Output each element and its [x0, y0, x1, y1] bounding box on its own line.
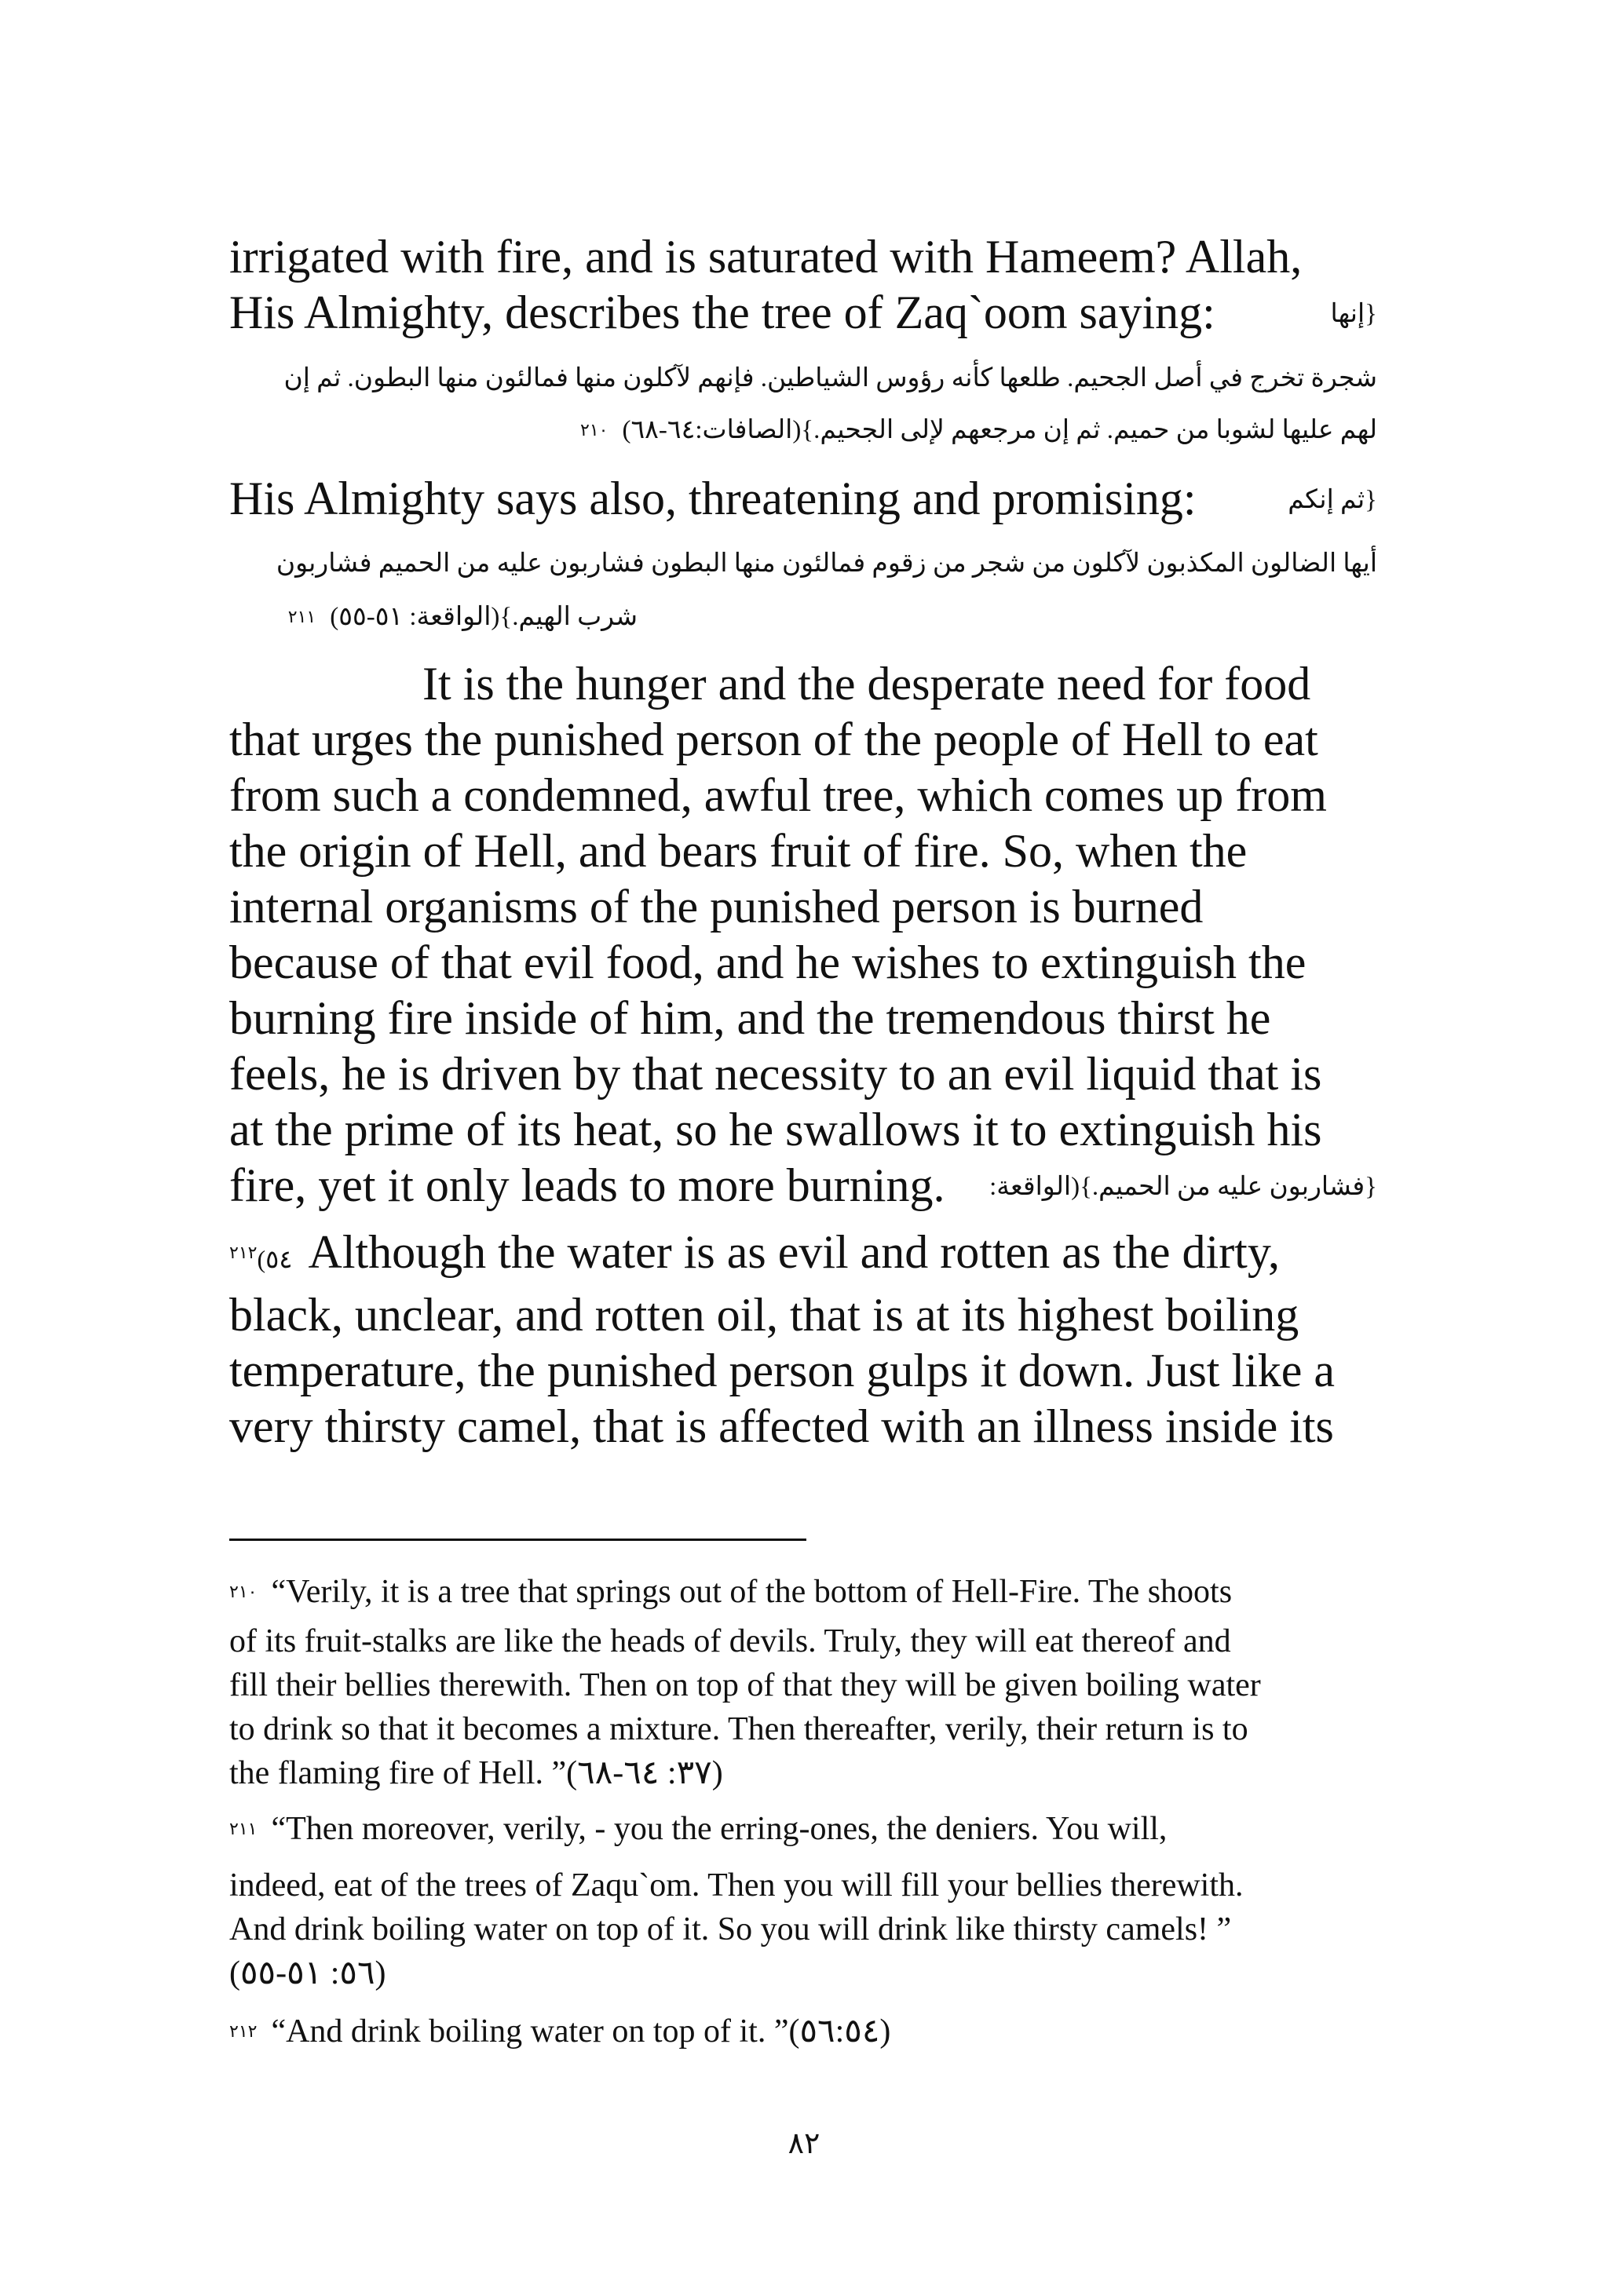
body-line: feels, he is driven by that necessity to an evil liquid that is [229, 1048, 1322, 1100]
quran-quote-text: لهم عليها لشوبا من حميم. ثم إن مرجعهم لإلى الجحيم.}(الصافات:٦٤-٦٨) [622, 416, 1377, 444]
footnote-text: “Then moreover, verily, - you the erring-ones, the deniers. You will, [271, 1811, 1168, 1847]
body-line: that urges the punished person of the people of Hell to eat [229, 714, 1318, 765]
paragraph-first-line: It is the hunger and the desperate need for food [422, 658, 1311, 710]
quran-quote-cont: ٥٤) [257, 1245, 293, 1273]
quran-quote-text: شرب الهيم.}(الواقعة: ٥١-٥٥) [330, 603, 638, 631]
footnote-line: the flaming fire of Hell. ”(٣٧: ٦٤-٦٨) [229, 1755, 723, 1791]
body-line-text: Although the water is as evil and rotten as the dirty, [308, 1226, 1280, 1278]
footnote-ref: ٢١٠ [580, 420, 608, 440]
footnote-ref: ٢١٢ [229, 1243, 258, 1262]
body-line: very thirsty camel, that is affected with an illness inside its [229, 1400, 1334, 1452]
footnote-line: indeed, eat of the trees of Zaqu`om. Then you will fill your bellies therewith. [229, 1867, 1244, 1904]
quran-quote-line [229, 593, 638, 641]
body-line: His Almighty says also, threatening and promising: [229, 473, 1197, 524]
footnote-line [229, 2009, 1376, 2053]
footnote-line: to drink so that it becomes a mixture. Then thereafter, verily, their return is to [229, 1711, 1248, 1747]
body-line: internal organisms of the punished person is burned [229, 881, 1204, 933]
body-line: from such a condemned, awful tree, which comes up from [229, 769, 1327, 821]
footnote-line: And drink boiling water on top of it. So you will drink like thirsty camels! ” [229, 1911, 1232, 1947]
footnote-text: “Verily, it is a tree that springs out of the bottom of Hell-Fire. The shoots [271, 1574, 1233, 1610]
footnote-line: (٥٦: ٥١-٥٥) [229, 1955, 386, 1991]
body-line: at the prime of its heat, so he swallows it to extinguish his [229, 1104, 1322, 1155]
quran-quote-line: شجرة تخرج في أصل الجحيم. طلعها كأنه رؤوس الشياطين. فإنهم لآكلون منها فمالئون منها البطون. ثم إن [283, 364, 1377, 392]
body-line: temperature, the punished person gulps it down. Just like a [229, 1345, 1336, 1396]
footnote-line: fill their bellies therewith. Then on top of that they will be given boiling water [229, 1667, 1261, 1703]
footnote-number: ٢١٠ [229, 1582, 258, 1601]
page-number: ٨٢ [788, 2127, 820, 2160]
body-line: irrigated with fire, and is saturated with Hameem? Allah, [229, 231, 1303, 283]
body-line: because of that evil food, and he wishes to extinguish the [229, 936, 1306, 988]
footnote-line [229, 1807, 1376, 1851]
footnote-line [229, 1570, 1376, 1614]
quran-quote-line [580, 407, 1377, 454]
quran-quote-inline: {فشاربون عليه من الحميم.}(الواقعة: [989, 1173, 1377, 1201]
body-line-text: His Almighty, describes the tree of Zaq`oom saying: [229, 287, 1215, 338]
body-line [229, 1225, 1376, 1283]
body-line-text: fire, yet it only leads to more burning. [229, 1159, 945, 1211]
quran-quote-start: {ثم إنكم [1288, 486, 1377, 514]
footnote-separator [229, 1539, 806, 1541]
footnote-number: ٢١٢ [229, 2021, 258, 2041]
footnote-number: ٢١١ [229, 1819, 258, 1838]
body-line [229, 285, 1376, 341]
body-line: burning fire inside of him, and the tremendous thirst he [229, 992, 1271, 1044]
footnote-ref: ٢١١ [287, 607, 316, 626]
footnote-line: of its fruit-stalks are like the heads of devils. Truly, they will eat thereof and [229, 1623, 1231, 1659]
footnote-text: “And drink boiling water on top of it. ”(٥٦:٥٤) [271, 2013, 891, 2050]
body-line: black, unclear, and rotten oil, that is at its highest boiling [229, 1289, 1299, 1341]
quran-quote-line: أيها الضالون المكذبون لآكلون من شجر من زقوم فمالئون منها البطون فشاربون عليه من الحميم فشاربون [276, 549, 1377, 578]
body-line: the origin of Hell, and bears fruit of fire. So, when the [229, 825, 1248, 877]
quran-quote-start: {إنها [1330, 300, 1377, 328]
